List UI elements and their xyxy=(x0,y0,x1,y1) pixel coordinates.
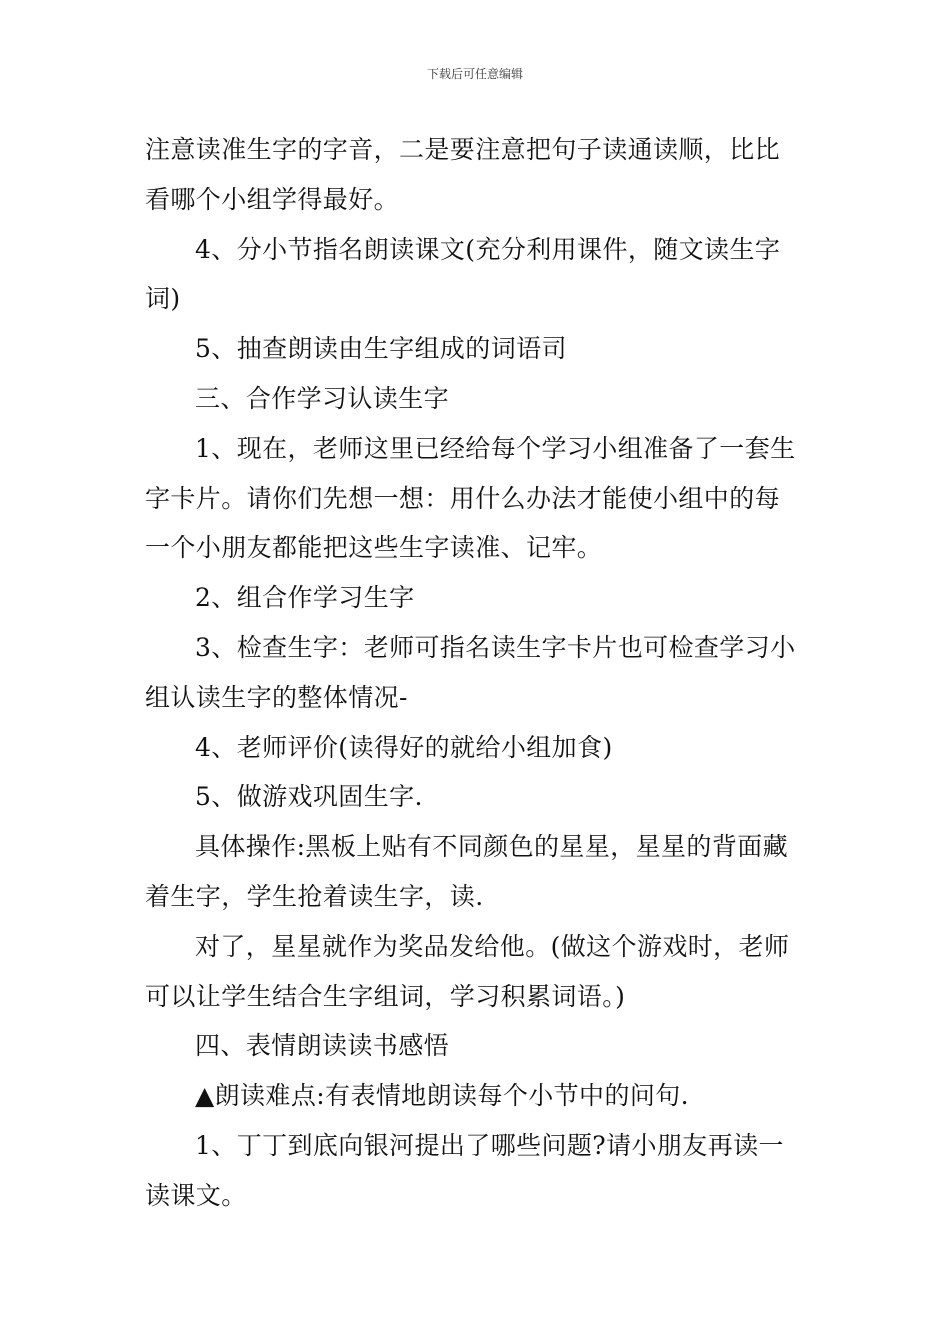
text-line: 可以让学生结合生字组词，学习积累词语。) xyxy=(145,981,626,1011)
text-line: 具体操作:黑板上贴有不同颜色的星星，星星的背面藏 xyxy=(195,832,789,862)
text-line: 4、老师评价(读得好的就给小组加食) xyxy=(195,732,613,762)
text-line: 4、分小节指名朗读课文(充分利用课件，随文读生字 xyxy=(195,234,781,264)
text-line: 组认读生字的整体情况- xyxy=(145,682,408,712)
text-line: 看哪个小组学得最好。 xyxy=(145,184,400,214)
text-line: 字卡片。请你们先想一想：用什么办法才能使小组中的每 xyxy=(145,483,781,513)
section-heading: 三、合作学习认读生字 xyxy=(195,383,450,413)
text-line: 5、做游戏巩固生字. xyxy=(195,782,423,812)
text-line: 2、组合作学习生字 xyxy=(195,583,415,613)
text-line: 读课文。 xyxy=(145,1180,247,1210)
text-line: 一个小朋友都能把这些生字读准、记牢。 xyxy=(145,533,603,563)
text-line: 对了，星星就作为奖品发给他。(做这个游戏时，老师 xyxy=(195,931,790,961)
text-line: 词) xyxy=(145,284,181,314)
text-line: ▲朗读难点:有表情地朗读每个小节中的问句. xyxy=(195,1081,689,1111)
text-line: 注意读准生字的字音，二是要注意把句子读通读顺，比比 xyxy=(145,135,781,164)
text-line: 1、丁丁到底向银河提出了哪些问题?请小朋友再读一 xyxy=(195,1130,784,1160)
text-line: 5、抽查朗读由生字组成的词语司 xyxy=(195,334,567,364)
text-line: 3、检查生字：老师可指名读生字卡片也可检查学习小 xyxy=(195,632,796,662)
text-line: 1、现在，老师这里已经给每个学习小组准备了一套生 xyxy=(195,433,796,463)
text-line: 着生字，学生抢着读生字，读. xyxy=(145,881,484,911)
document-body xyxy=(145,125,807,1221)
section-heading: 四、表情朗读读书感悟 xyxy=(195,1031,450,1061)
page-header: 下载后可任意编辑 xyxy=(426,67,523,81)
